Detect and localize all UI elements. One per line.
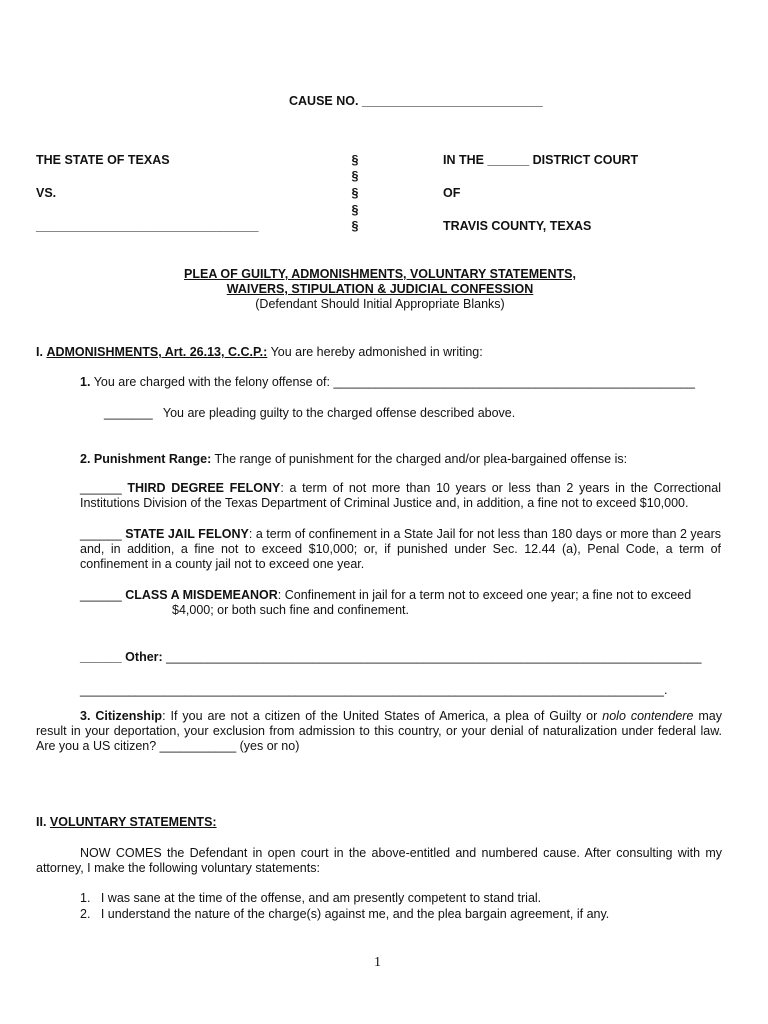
list-item-text: I was sane at the time of the offense, and am presently competent to stand trial.	[100, 891, 542, 905]
item-3-citizenship	[36, 709, 722, 754]
item-1-plea	[104, 406, 515, 421]
district-court-line[interactable]: IN THE ______ DISTRICT COURT	[443, 153, 639, 167]
section-2-number: II.	[36, 815, 47, 829]
class-a-text-continued: $4,000; or both such fine and confinement.	[172, 603, 409, 617]
of-label: OF	[443, 186, 461, 200]
section-2-heading	[36, 815, 217, 830]
cause-number-blank[interactable]: __________________________	[361, 94, 543, 108]
page-number: 1	[374, 955, 381, 970]
item-1-number: 1.	[80, 375, 91, 389]
third-degree-initial-blank[interactable]: ______	[80, 481, 122, 495]
cause-label: CAUSE NO.	[289, 94, 359, 108]
class-a-text: : Confinement in jail for a term not to exceed one year; a fine not to exceed	[277, 588, 692, 602]
cause-number-line	[289, 94, 543, 109]
other-blank[interactable]: _____________________________________________________________________________	[166, 650, 702, 664]
section-symbol: §	[351, 203, 359, 217]
other-blank-continued[interactable]: ____________________________________________________________________________________.	[80, 683, 668, 697]
section-symbol: §	[351, 219, 359, 233]
section-1-intro: You are hereby admonished in writing:	[270, 345, 483, 359]
document-subtitle: (Defendant Should Initial Appropriate Blanks)	[255, 297, 505, 311]
citizenship-text-b[interactable]: may result in your deportation, your exclusion from admission to this country, or your denial of naturalization under federal law. Are you a US citizen? ___________ (yes or no)	[36, 709, 722, 753]
punishment-range-label: 2. Punishment Range:	[80, 452, 212, 466]
class-a-initial-blank[interactable]: ______	[80, 588, 122, 602]
section-symbol: §	[351, 153, 359, 167]
punishment-range-text: The range of punishment for the charged and/or plea-bargained offense is:	[214, 452, 628, 466]
section-symbol: §	[351, 186, 359, 200]
citizenship-label: 3. Citizenship	[80, 709, 163, 723]
plea-statement: You are pleading guilty to the charged offense described above.	[162, 406, 516, 420]
citizenship-text-a: : If you are not a citizen of the United States of America, a plea of Guilty or	[162, 709, 603, 723]
document-title-line1: PLEA OF GUILTY, ADMONISHMENTS, VOLUNTARY STATEMENTS,	[184, 267, 576, 281]
third-degree-label: THIRD DEGREE FELONY	[127, 481, 281, 495]
section-1-title: ADMONISHMENTS, Art. 26.13, C.C.P.:	[46, 345, 268, 359]
felony-offense-line[interactable]: You are charged with the felony offense of: ____________________________________________________	[93, 375, 695, 389]
section-1-heading	[36, 345, 483, 360]
section-2-title: VOLUNTARY STATEMENTS:	[49, 815, 217, 829]
other-label[interactable]: ______ Other:	[80, 650, 163, 664]
third-degree-text: : a term of not more than 10 years or less than 2 years in the Correctional Institutions Division of the Texas Department of Criminal Justice and, in addition, a fine not to exceed $10,000.	[80, 481, 721, 510]
section-symbol: §	[351, 169, 359, 183]
state-jail-felony-option	[80, 527, 721, 572]
document-title-line2: WAIVERS, STIPULATION & JUDICIAL CONFESSION	[226, 282, 534, 296]
class-a-misdemeanor-option	[80, 588, 721, 603]
other-option	[80, 650, 701, 665]
list-item-number: 1.	[80, 891, 91, 905]
county-label: TRAVIS COUNTY, TEXAS	[443, 219, 592, 233]
item-1-charge	[80, 375, 695, 390]
list-item-number: 2.	[80, 907, 91, 921]
class-a-label: CLASS A MISDEMEANOR	[125, 588, 278, 602]
state-label: THE STATE OF TEXAS	[36, 153, 170, 167]
defendant-name-blank[interactable]: ________________________________	[36, 219, 259, 233]
state-jail-initial-blank[interactable]: ______	[80, 527, 122, 541]
list-item	[80, 907, 609, 922]
list-item-text: I understand the nature of the charge(s) against me, and the plea bargain agreement, if any.	[100, 907, 610, 921]
section-2-intro: NOW COMES the Defendant in open court in the above-entitled and numbered cause. After consulting with my attorney, I make the following voluntary statements:	[36, 846, 722, 875]
third-degree-felony-option	[80, 481, 721, 511]
list-item	[80, 891, 541, 906]
state-jail-label: STATE JAIL FELONY	[125, 527, 249, 541]
versus-label: VS.	[36, 186, 57, 200]
state-jail-text: : a term of confinement in a State Jail for not less than 180 days or more than 2 years and, in addition, a fine not to exceed $10,000; or, if punished under Sec. 12.44 (a), Penal Code, a term of confinement in a county jail not to exceed one year.	[80, 527, 721, 571]
plea-initial-blank[interactable]: _______	[104, 406, 153, 420]
section-1-number: I.	[36, 345, 43, 359]
nolo-contendere-term: nolo contendere	[602, 709, 694, 723]
item-2-punishment	[80, 452, 627, 467]
